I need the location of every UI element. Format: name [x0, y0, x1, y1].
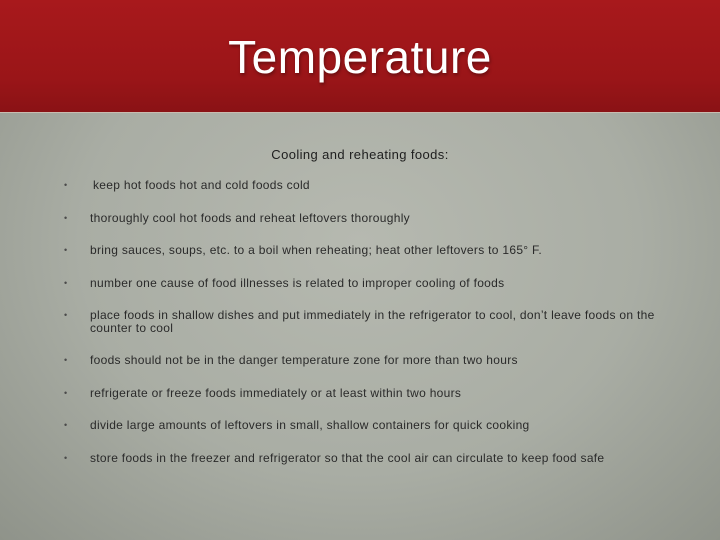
bullet-dot: • [64, 453, 68, 463]
bullet-dot: • [64, 355, 68, 365]
bullet-text: store foods in the freezer and refrigerator so that the cool air can circulate to keep food safe [90, 451, 605, 465]
bullet-dot: • [64, 213, 68, 223]
slide-title: Temperature [228, 31, 492, 83]
bullet-dot: • [64, 278, 68, 288]
bullet-dot: • [64, 420, 68, 430]
bullet-item [64, 353, 660, 367]
bullet-dot: • [64, 310, 68, 320]
bullet-text: divide large amounts of leftovers in small, shallow containers for quick cooking [90, 418, 530, 432]
bullet-dot: • [64, 180, 68, 190]
bullet-text: number one cause of food illnesses is related to improper cooling of foods [90, 276, 505, 290]
bullet-item [64, 243, 660, 257]
bullet-text: place foods in shallow dishes and put immediately in the refrigerator to cool, don’t leave foods on the counter to cool [90, 308, 655, 335]
slide-subtitle: Cooling and reheating foods: [271, 147, 449, 162]
bullet-item [64, 451, 660, 465]
bullet-item [64, 211, 660, 225]
bullet-item [64, 418, 660, 432]
bullet-dot: • [64, 245, 68, 255]
bullet-item [64, 178, 663, 192]
bullet-text: bring sauces, soups, etc. to a boil when reheating; heat other leftovers to 165° F. [90, 243, 542, 257]
bullet-item [64, 386, 660, 400]
bullet-text: keep hot foods hot and cold foods cold [93, 178, 310, 192]
bullet-dot: • [64, 388, 68, 398]
bullet-text: refrigerate or freeze foods immediately or at least within two hours [90, 386, 462, 400]
bullet-text: foods should not be in the danger temperature zone for more than two hours [90, 353, 518, 367]
bullet-item [64, 276, 660, 290]
bullet-text: thoroughly cool hot foods and reheat leftovers thoroughly [90, 211, 410, 225]
bullet-item [64, 308, 660, 335]
